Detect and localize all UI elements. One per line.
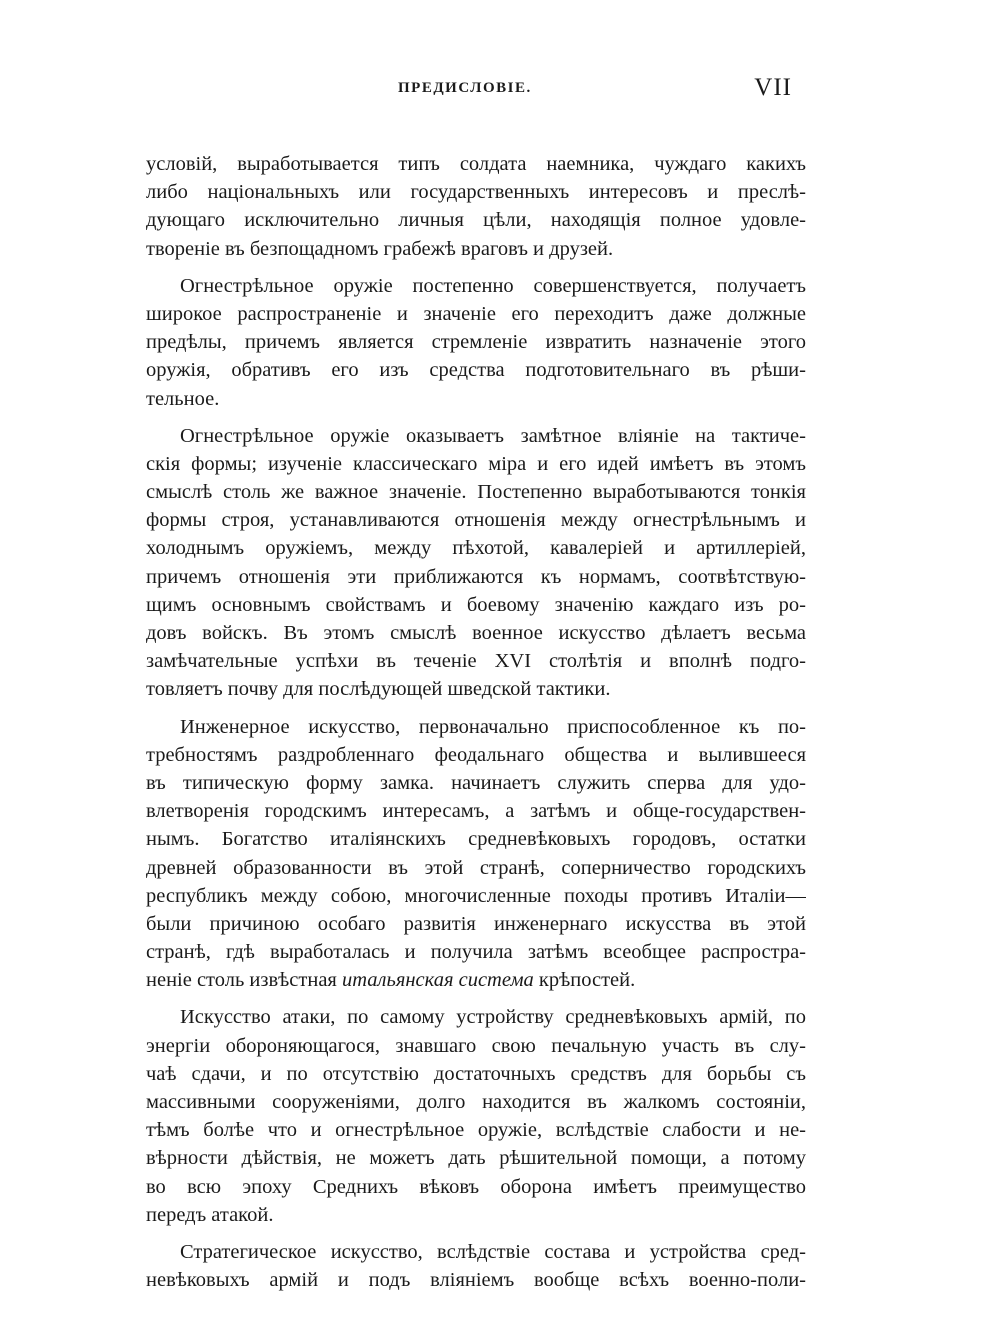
text-line: нымъ. Богатство италіянскихъ средневѣковыхъ городовъ, остатки bbox=[146, 828, 806, 851]
text-run: неніе столь извѣстная bbox=[146, 969, 342, 992]
text-line: массивными сооруженіями, долго находится въ жалкомъ состояніи, bbox=[146, 1091, 806, 1113]
text-line: влетворенія городскимъ интересамъ, а затѣмъ и обще-государствен- bbox=[146, 800, 806, 823]
text-line: дующаго исключительно личныя цѣли, находящія полное удовле- bbox=[146, 209, 806, 232]
text-line: либо національныхъ или государственныхъ интересовъ и преслѣ- bbox=[146, 181, 806, 204]
text-line: были причиною особаго развитія инженернаго искусства въ этой bbox=[146, 912, 806, 935]
text-line bbox=[146, 966, 806, 994]
text-line: предѣлы, причемъ является стремленіе извратить назначеніе этого bbox=[146, 331, 806, 354]
text-line: замѣчательные успѣхи въ теченіе XVI столѣтія и вполнѣ подго- bbox=[146, 650, 806, 673]
text-line: въ типическую форму замка. начинаетъ служить сперва для удо- bbox=[146, 771, 806, 794]
paragraph bbox=[146, 422, 806, 704]
text-line: Искусство атаки, по самому устройству средневѣковыхъ армій, по bbox=[180, 1006, 806, 1029]
text-line: довъ войскъ. Въ этомъ смыслѣ военное искусство дѣлаетъ весьма bbox=[146, 622, 806, 644]
text-run: крѣпостей. bbox=[533, 969, 636, 992]
text-line: смыслѣ столь же важное значеніе. Постепенно выработываются тонкія bbox=[146, 481, 806, 504]
text-line: чаѣ сдачи, и по отсутствію достаточныхъ средствъ для борьбы съ bbox=[146, 1062, 806, 1085]
text-line: Огнестрѣльное оружіе оказываетъ замѣтное вліяніе на тактиче- bbox=[180, 424, 806, 447]
text-line: невѣковыхъ армій и подъ вліяніемъ вообще всѣхъ военно-поли- bbox=[146, 1269, 806, 1292]
text-line: условій, выработывается типъ солдата наемника, чуждаго какихъ bbox=[146, 153, 806, 175]
text-line: во всю эпоху Среднихъ вѣковъ оборона имѣетъ преимущество bbox=[146, 1175, 806, 1198]
page-number: VII bbox=[754, 74, 792, 101]
body-text bbox=[146, 150, 806, 1294]
paragraph bbox=[146, 1003, 806, 1229]
text-line: оружія, обративъ его изъ средства подготовительнаго въ рѣши- bbox=[146, 359, 806, 382]
text-line: Огнестрѣльное оружіе постепенно совершенствуется, получаетъ bbox=[180, 274, 806, 297]
text-line: Стратегическое искусство, вслѣдствіе состава и устройства сред- bbox=[180, 1240, 806, 1263]
text-line: древней образованности въ этой странѣ, соперничество городскихъ bbox=[146, 856, 806, 879]
text-line: широкое распространеніе и значеніе его переходитъ даже должные bbox=[146, 302, 806, 325]
text-line: энергіи обороняющагося, знавшаго свою печальную участь въ слу- bbox=[146, 1034, 806, 1057]
text-line: вѣрности дѣйствія, не можетъ дать рѣшительной помощи, а потому bbox=[146, 1147, 806, 1170]
paragraph bbox=[146, 150, 806, 263]
running-head bbox=[0, 74, 1000, 104]
text-line: тельное. bbox=[146, 387, 220, 410]
text-line: твореніе въ безпощадномъ грабежѣ враговъ и друзей. bbox=[146, 237, 614, 260]
text-line: тѣмъ болѣе что и огнестрѣльное оружіе, вслѣдствіе слабости и не- bbox=[146, 1119, 806, 1142]
paragraph bbox=[146, 1238, 806, 1294]
text-line: причемъ отношенія эти приближаются къ нормамъ, соотвѣтствую- bbox=[146, 565, 806, 588]
text-line: республикъ между собою, многочисленные походы противъ Италіи— bbox=[146, 884, 806, 907]
text-line: требностямъ раздробленнаго феодальнаго общества и вылившееся bbox=[146, 743, 806, 766]
text-line: холоднымъ оружіемъ, между пѣхотой, кавалеріей и артиллеріей, bbox=[146, 537, 806, 560]
text-line: щимъ основнымъ свойствамъ и боевому значенію каждаго изъ ро- bbox=[146, 593, 806, 616]
running-title: ПРЕДИСЛОВІЕ. bbox=[398, 80, 532, 96]
text-line: скія формы; изученіе классическаго міра и его идей имѣетъ въ этомъ bbox=[146, 452, 806, 475]
text-line: товляетъ почву для послѣдующей шведской тактики. bbox=[146, 678, 611, 701]
italic-term: итальянская система bbox=[342, 969, 534, 992]
text-line: формы строя, устанавливаются отношенія между огнестрѣльнымъ и bbox=[146, 509, 806, 532]
text-line: Инженерное искусство, первоначально приспособленное къ по- bbox=[180, 715, 806, 738]
text-line: странѣ, гдѣ выработалась и получила затѣмъ всеобщее распростра- bbox=[146, 941, 806, 964]
paragraph bbox=[146, 272, 806, 413]
text-line: передъ атакой. bbox=[146, 1203, 274, 1226]
paragraph bbox=[146, 713, 806, 995]
